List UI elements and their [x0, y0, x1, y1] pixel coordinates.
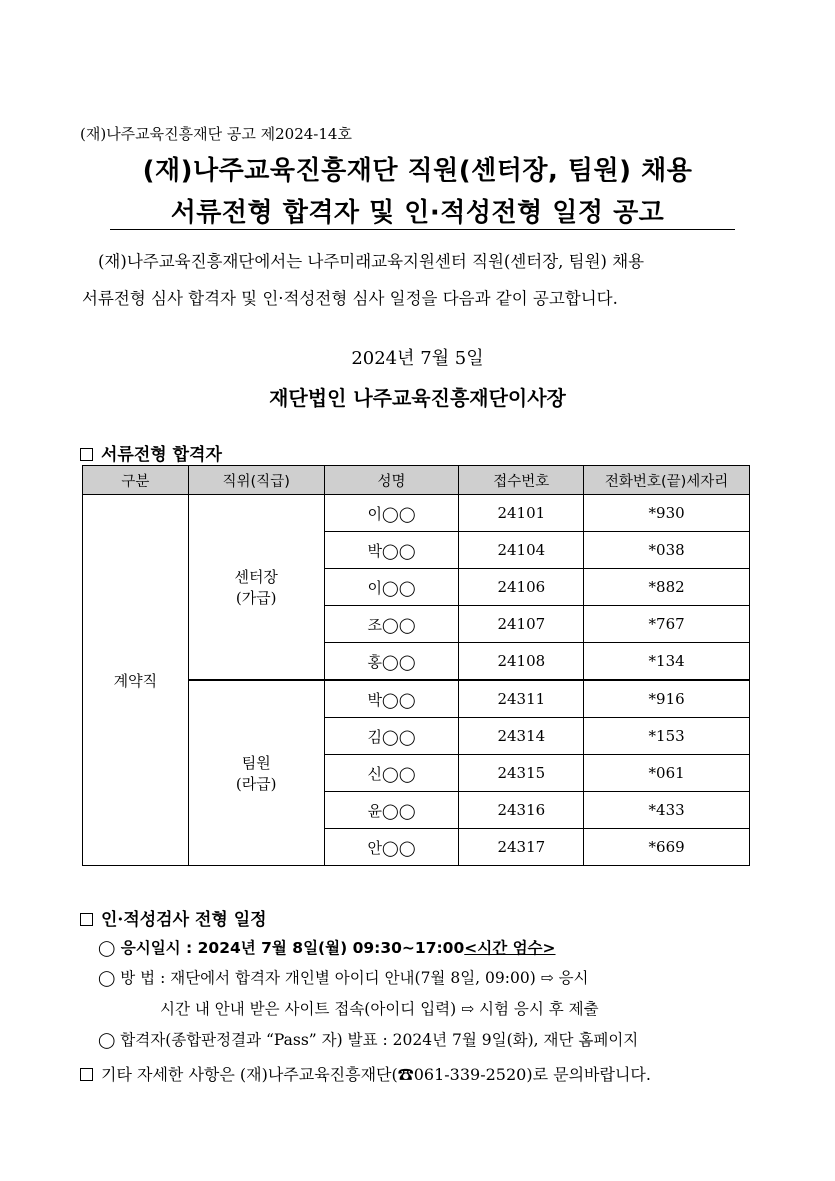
header-position: 직위(직급) — [188, 466, 324, 495]
number-cell: 24106 — [459, 569, 584, 606]
passers-table — [82, 465, 750, 866]
name-cell: 윤◯◯ — [324, 792, 459, 829]
title-underline — [110, 229, 735, 230]
header-phone: 전화번호(끝)세자리 — [584, 466, 750, 495]
schedule-exam-datetime — [98, 936, 556, 958]
checkbox-square-icon — [80, 1068, 93, 1081]
phone-cell: *061 — [584, 755, 750, 792]
phone-cell: *153 — [584, 718, 750, 755]
category-cell: 계약직 — [83, 495, 189, 866]
header-number: 접수번호 — [459, 466, 584, 495]
phone-cell: *433 — [584, 792, 750, 829]
number-cell: 24316 — [459, 792, 584, 829]
schedule-method-line-1: ◯ 방 법 : 재단에서 합격자 개인별 아이디 안내(7월 8일, 09:00) ⇨ 응시 — [98, 969, 589, 987]
number-cell: 24108 — [459, 643, 584, 681]
issuer: 재단법인 나주교육진흥재단이사장 — [269, 386, 566, 410]
name-cell: 김◯◯ — [324, 718, 459, 755]
number-cell: 24314 — [459, 718, 584, 755]
table-row — [83, 495, 750, 532]
name-cell: 홍◯◯ — [324, 643, 459, 681]
grade-label: (라급) — [235, 775, 277, 793]
name-cell: 이◯◯ — [324, 569, 459, 606]
number-cell: 24101 — [459, 495, 584, 532]
name-cell: 이◯◯ — [324, 495, 459, 532]
footer-note-text: 기타 자세한 사항은 (재)나주교육진흥재단(☎061-339-2520)로 문의바랍니다. — [101, 1065, 651, 1084]
title-line-2: 서류전형 합격자 및 인·적성전형 일정 공고 — [170, 198, 665, 228]
checkbox-square-icon — [80, 913, 93, 926]
number-cell: 24315 — [459, 755, 584, 792]
number-cell: 24104 — [459, 532, 584, 569]
phone-cell: *930 — [584, 495, 750, 532]
checkbox-square-icon — [80, 448, 93, 461]
section-passers-title: 서류전형 합격자 — [101, 445, 222, 465]
notice-date: 2024년 7월 5일 — [351, 348, 484, 369]
position-cell-team-member — [188, 680, 324, 866]
phone-cell: *669 — [584, 829, 750, 866]
section-schedule-heading — [80, 905, 267, 930]
position-cell-center-head — [188, 495, 324, 681]
footer-note — [80, 1062, 651, 1085]
number-cell: 24107 — [459, 606, 584, 643]
exam-datetime-text: ◯ 응시일시 : 2024년 7월 8일(월) 09:30~17:00 — [98, 939, 465, 957]
exam-time-note: <시간 엄수> — [464, 939, 556, 957]
section-schedule-title: 인·적성검사 전형 일정 — [101, 910, 267, 930]
header-name: 성명 — [324, 466, 459, 495]
name-cell: 박◯◯ — [324, 680, 459, 718]
header-category: 구분 — [83, 466, 189, 495]
schedule-announcement: ◯ 합격자(종합판정결과 “Pass” 자) 발표 : 2024년 7월 9일(화), 재단 홈페이지 — [98, 1031, 639, 1049]
grade-label: (가급) — [235, 589, 277, 607]
phone-cell: *038 — [584, 532, 750, 569]
section-passers-heading — [80, 440, 222, 465]
notice-number: (재)나주교육진흥재단 공고 제2024-14호 — [80, 125, 352, 143]
name-cell: 조◯◯ — [324, 606, 459, 643]
position-label: 팀원 — [241, 754, 271, 772]
intro-line-2: 서류전형 심사 합격자 및 인·적성전형 심사 일정을 다음과 같이 공고합니다. — [82, 289, 618, 308]
number-cell: 24311 — [459, 680, 584, 718]
table-header-row — [83, 466, 750, 495]
number-cell: 24317 — [459, 829, 584, 866]
phone-cell: *882 — [584, 569, 750, 606]
phone-cell: *916 — [584, 680, 750, 718]
name-cell: 안◯◯ — [324, 829, 459, 866]
position-label: 센터장 — [234, 568, 278, 586]
phone-cell: *767 — [584, 606, 750, 643]
intro-line-1: (재)나주교육진흥재단에서는 나주미래교육지원센터 직원(센터장, 팀원) 채용 — [98, 252, 645, 271]
phone-cell: *134 — [584, 643, 750, 681]
name-cell: 신◯◯ — [324, 755, 459, 792]
title-line-1: (재)나주교육진흥재단 직원(센터장, 팀원) 채용 — [142, 156, 693, 186]
name-cell: 박◯◯ — [324, 532, 459, 569]
schedule-method-line-2: 시간 내 안내 받은 사이트 접속(아이디 입력) ⇨ 시험 응시 후 제출 — [160, 1000, 599, 1018]
